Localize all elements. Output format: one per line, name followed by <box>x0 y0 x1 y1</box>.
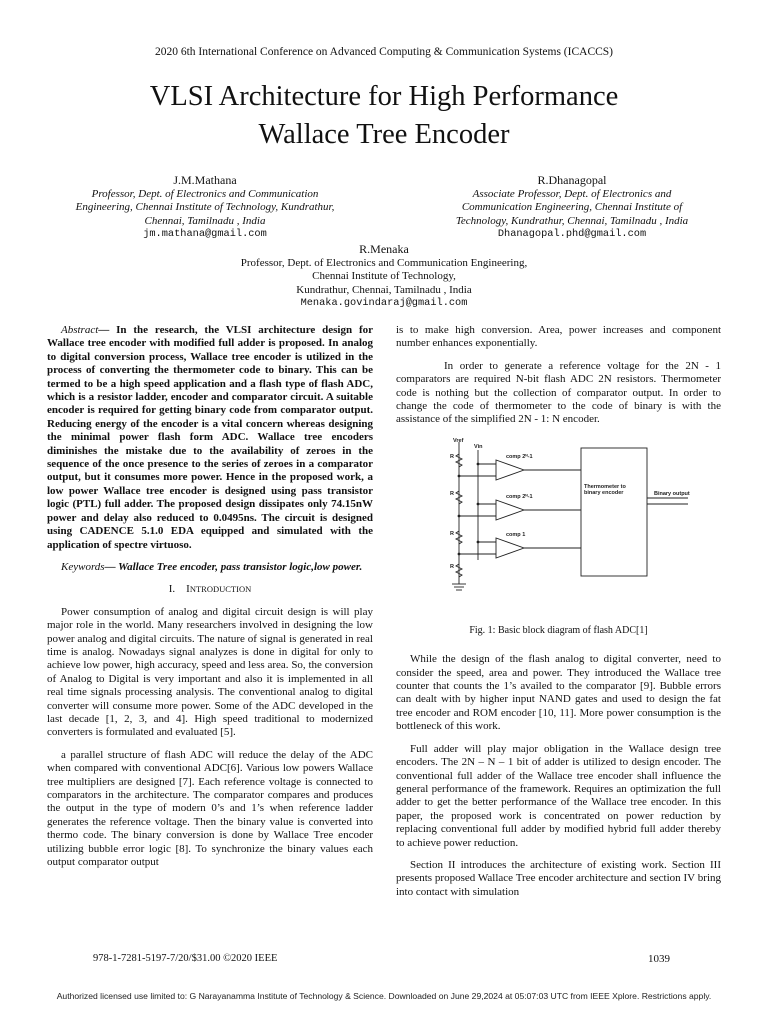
comparator-label-mid: comp 2ᴺ-1 <box>506 493 533 500</box>
resistor-label: R <box>450 530 454 537</box>
vref-label: Vref <box>453 437 464 444</box>
section-heading-introduction <box>47 583 373 596</box>
author-name: R.Dhanagopal <box>537 173 607 187</box>
title-line-2: Wallace Tree Encoder <box>258 119 510 150</box>
author-block-1 <box>40 174 370 241</box>
author-email[interactable]: Menaka.govindaraj@gmail.com <box>300 296 468 309</box>
section-title: INTRODUCTION <box>186 583 252 596</box>
body-paragraph: Section II introduces the architecture of existing work. Section III presents proposed Wallace Tree encoder architecture and section IV bring into contact with simulation <box>396 858 721 898</box>
flash-adc-block-diagram <box>396 436 721 614</box>
author-block-2 <box>412 174 732 241</box>
section-number: I. <box>168 583 176 596</box>
author-affiliation-line: Chennai, Tamilnadu , India <box>144 214 266 227</box>
comparator-label-top: comp 2ᴺ-1 <box>506 453 533 460</box>
abstract-label: Abstract <box>61 324 99 336</box>
footer-copyright: 978-1-7281-5197-7/20/$31.00 ©2020 IEEE <box>93 953 278 964</box>
authorized-use-notice: Authorized licensed use limited to: G Narayanamma Institute of Technology & Science. Downloaded on June 29,2024 at 05:07:03 UTC from IEEE Xplore. Restrictions apply. <box>56 991 712 1001</box>
conference-header: 2020 6th International Conference on Advanced Computing & Communication Systems (ICACCS) <box>154 46 614 58</box>
right-column <box>396 324 721 908</box>
body-paragraph: a parallel structure of flash ADC will reduce the delay of the ADC when compared with conventional ADC[6]. Various low powers Wallace tree multipliers are designed [7]. Each reference voltage is connected to comparators in the architecture. The comparator compares and produces the output in the type of modern 0’s and 1’s when reference ladder generates the reference voltage. Then the binary value is converted into thermo code. The binary conversion is done by Wallace Tree encoder utilizing bubble error logic [8]. To synchronize the binary values each output comparator output <box>47 748 373 869</box>
paper-title <box>0 78 768 154</box>
body-paragraph: Full adder will play major obligation in the Wallace design tree encoders. The 2N – N – 1 bit of adder is utilized to design encoder. The conventional full adder of the Wallace tree encoder shall influence the general performance of the framework. Requires an optimization the full adder to get the better performance of the Wallace tree encoder. In this paper, the proposed work is concentrated on power reduction by replacing conventional full adder by modified hybrid full adder thereby to achieve power reduction. <box>396 742 721 849</box>
author-email[interactable]: Dhanagopal.phd@gmail.com <box>497 227 647 240</box>
binary-output-label: Binary output <box>654 490 690 497</box>
author-affiliation-line: Engineering, Chennai Institute of Technology, Kundrathur, <box>75 201 335 214</box>
encoder-label-line-1: Thermometer to <box>584 483 626 490</box>
figure-caption: Fig. 1: Basic block diagram of flash ADC[1] <box>469 624 648 636</box>
body-paragraph: is to make high conversion. Area, power increases and component number enhances exponentially. <box>396 324 721 350</box>
author-affiliation-line: Communication Engineering, Chennai Institute of <box>461 201 683 214</box>
left-column <box>47 324 373 878</box>
author-affiliation-line: Associate Professor, Dept. of Electronics and <box>472 188 672 201</box>
author-name: J.M.Mathana <box>173 173 237 187</box>
author-affiliation-line: Technology, Kundrathur, Chennai, Tamilnadu , India <box>455 214 689 227</box>
author-name: R.Menaka <box>359 242 409 256</box>
resistor-label: R <box>450 490 454 497</box>
author-affiliation-line: Kundrathur, Chennai, Tamilnadu , India <box>296 283 472 296</box>
resistor-label: R <box>450 563 454 570</box>
keywords-label: Keywords <box>61 560 105 573</box>
resistor-label: R <box>450 453 454 460</box>
title-line-1: VLSI Architecture for High Performance <box>149 81 619 112</box>
page-number: 1039 <box>648 953 670 965</box>
author-block-3 <box>180 243 588 310</box>
figure-flash-adc-diagram <box>396 436 721 614</box>
body-paragraph: While the design of the flash analog to digital converter, need to consider the speed, area and power. They introduced the Wallace tree counter that counts the 1’s availed to the comparator [9]. Bubble errors can dealt with by higher input NAND gates and used to design the fat tree encoder and ROM encoder [10, 11]. More power consumption is the bottleneck of this work. <box>396 653 721 733</box>
body-paragraph: Power consumption of analog and digital circuit design is will play major role in the world. Many researchers involved in designing the low power analog and digital circuits. The nature of signal is generated in real time is analog. Nowadays signal analyzes is done in digital for only to achieve low power, high accuracy, speed and less area. So, the conversion of Analog to Digital is very important and also it is implemented in all real time signals processing analysis. The conventional analog to digital converter will consume more power. Some of the ADC developed in the last decade [1, 2, 3, and 4]. High speed traditional to modernized converters is formulated and evaluated [5]. <box>47 605 373 739</box>
body-paragraph: In order to generate a reference voltage for the 2N - 1 comparators are required N-bit flash ADC 2N resistors. Thermometer code is nothing but the collection of comparator output. In order to change the code of thermometer to the code of binary is with the assistance of the simplified 2N - 1: N encoder. <box>396 359 721 426</box>
keywords <box>47 561 373 574</box>
vin-label: Vin <box>474 443 483 450</box>
author-affiliation-line: Chennai Institute of Technology, <box>312 270 456 283</box>
author-affiliation-line: Professor, Dept. of Electronics and Communication <box>91 188 319 201</box>
abstract <box>47 324 373 552</box>
author-affiliation-line: Professor, Dept. of Electronics and Communication Engineering, <box>240 257 528 270</box>
keywords-text: — Wallace Tree encoder, pass transistor logic,low power. <box>104 560 363 573</box>
comparator-label-bottom: comp 1 <box>506 531 526 538</box>
author-email[interactable]: jm.mathana@gmail.com <box>143 227 267 240</box>
abstract-text: — In the research, the VLSI architecture design for Wallace tree encoder with modified full adder is proposed. In analog to digital conversion process, Wallace tree encoder is utilized in the process of converting the thermometer code to binary. This can be termed to be a high speed application and a flash type of flash ADC, which is a resistor ladder, encoder and comparator circuit. A suitable encoder is required for getting binary code from comparator output. Reducing energy of the encoder is a vital concern whereas designing the minimal power flash form ADC. Wallace tree encoders diminishes the mistake due to the availability of zeroes in the sequence of the once presence to the series of zeroes in a comparator output, but it consumes more power. Hence in the proposed work, a low power Wallace tree encoder is designed using pass transistor logic (PTL) full adder. The proposed design dissipates only 74.15nW power and delay also reduced to 0.0495ns. The circuit is designed using CADENCE 5.1.0 EDA equipped and simulated with the application of spectre virtuoso. <box>47 324 373 551</box>
encoder-label-line-2: binary encoder <box>584 489 624 496</box>
